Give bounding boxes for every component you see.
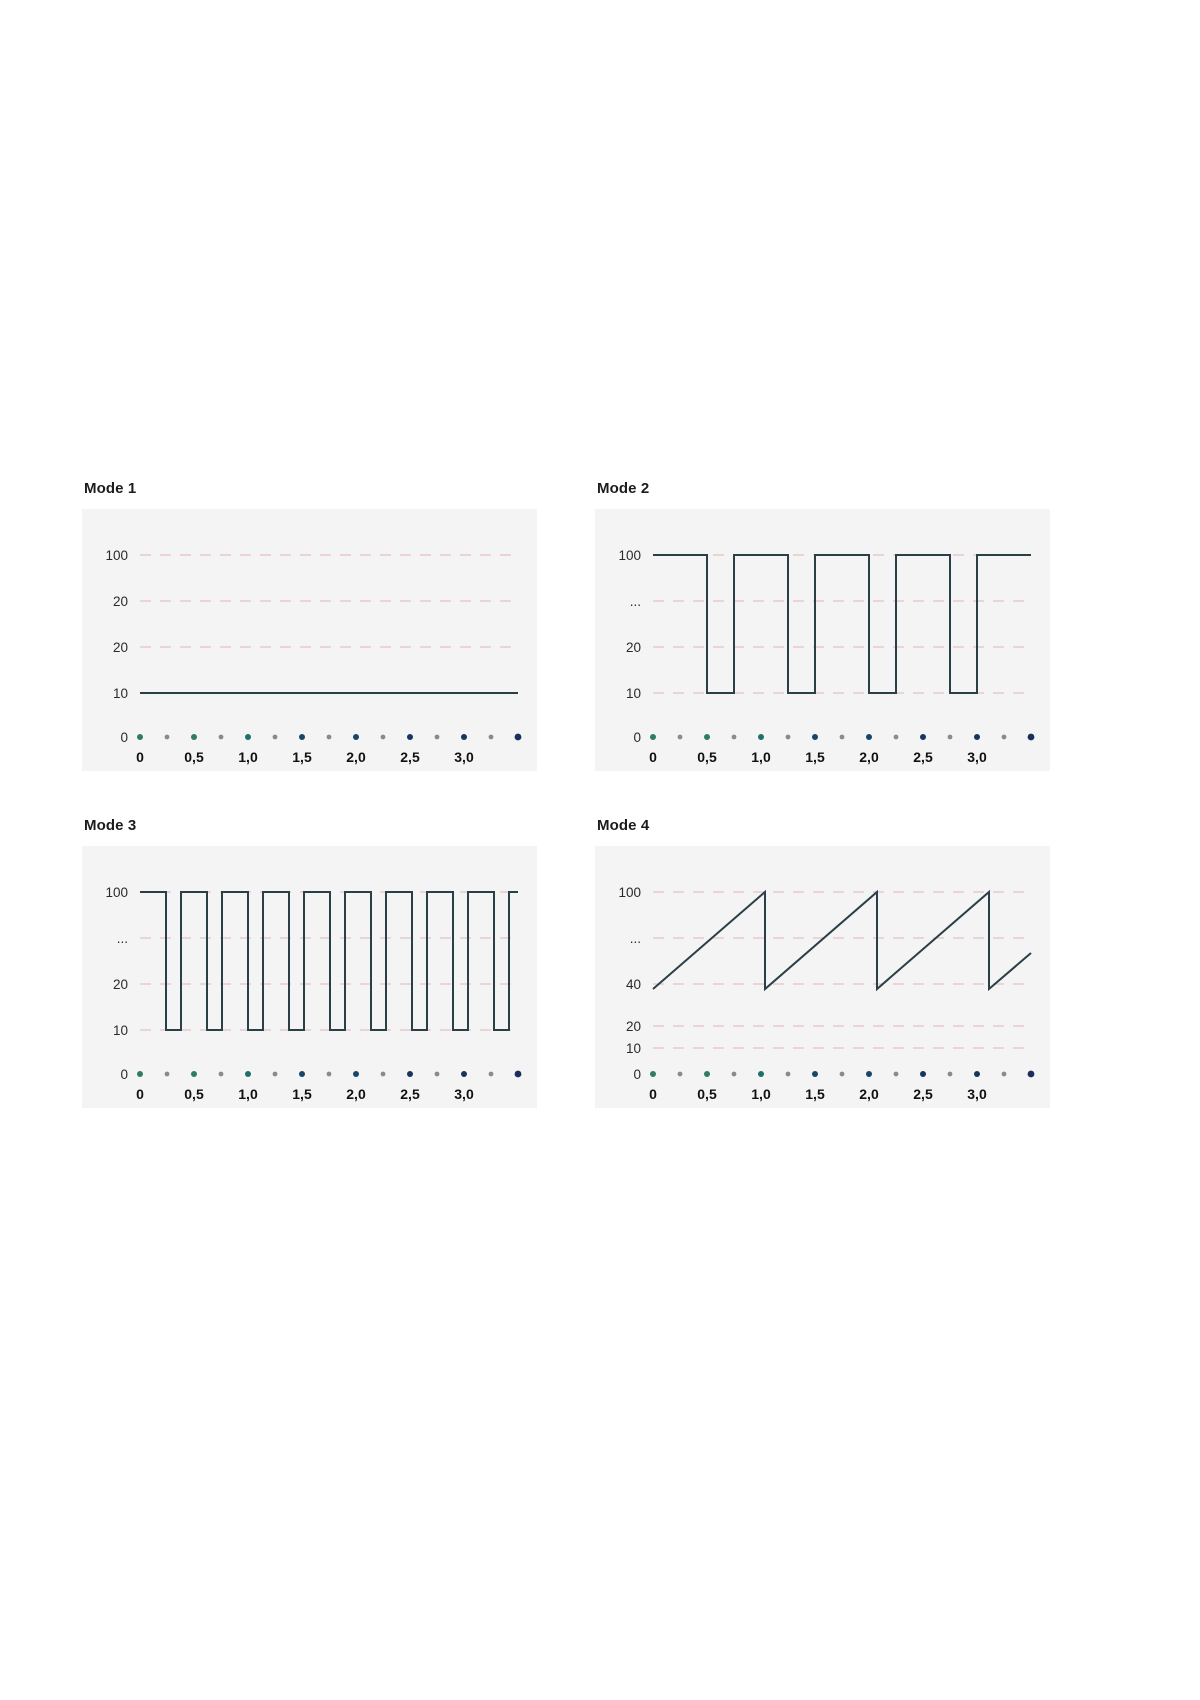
- mode-2-title: Mode 2: [597, 480, 650, 497]
- y-tick-label: 10: [625, 686, 641, 701]
- x-tick-label: 0: [649, 749, 657, 765]
- charts-grid: [82, 480, 1122, 1108]
- x-tick-label: 0,5: [184, 1086, 204, 1102]
- x-tick-label: 2,0: [859, 749, 879, 765]
- y-tick-label: 0: [120, 1067, 128, 1082]
- mode-2-chart: [595, 509, 1050, 771]
- x-tick-label: 0,5: [697, 749, 717, 765]
- y-tick-label: 0: [120, 730, 128, 745]
- y-tick-label: 10: [112, 686, 128, 701]
- y-tick-label: 0: [633, 1067, 641, 1082]
- mode-1-block: [82, 480, 537, 771]
- signal-line: [653, 892, 1031, 989]
- x-tick-label: 1,5: [292, 749, 312, 765]
- mode-3-plot: [82, 846, 537, 1108]
- x-tick-label: 2,5: [913, 1086, 933, 1102]
- y-tick-label: ...: [116, 931, 128, 946]
- y-tick-label: 20: [112, 640, 128, 655]
- y-tick-label: 20: [112, 977, 128, 992]
- y-tick-label: ...: [629, 594, 641, 609]
- y-tick-label: 40: [625, 977, 641, 992]
- mode-4-chart: [595, 846, 1050, 1108]
- mode-4-plot: [595, 846, 1050, 1108]
- x-axis-dots: [137, 734, 521, 741]
- y-tick-label: 100: [618, 885, 641, 900]
- y-tick-label: 20: [625, 640, 641, 655]
- x-tick-label: 0,5: [184, 749, 204, 765]
- x-tick-label: 2,0: [346, 1086, 366, 1102]
- x-tick-label: 3,0: [967, 1086, 987, 1102]
- x-tick-label: 2,0: [346, 749, 366, 765]
- y-axis-labels: [105, 885, 128, 1082]
- x-tick-label: 0,5: [697, 1086, 717, 1102]
- mode-2-block: [595, 480, 1050, 771]
- y-tick-label: 0: [633, 730, 641, 745]
- y-tick-label: 10: [625, 1041, 641, 1056]
- mode-3-title: Mode 3: [84, 817, 137, 834]
- mode-4-title: Mode 4: [597, 817, 650, 834]
- charts-row-bottom: [82, 817, 1122, 1108]
- x-axis-labels: [136, 749, 474, 765]
- y-tick-label: 100: [105, 885, 128, 900]
- y-tick-label: ...: [629, 931, 641, 946]
- y-tick-label: 20: [112, 594, 128, 609]
- x-tick-label: 0: [136, 1086, 144, 1102]
- mode-1-plot: [82, 509, 537, 771]
- x-tick-label: 3,0: [454, 1086, 474, 1102]
- y-axis-labels: [618, 885, 641, 1082]
- x-axis-dots: [650, 1071, 1034, 1078]
- x-tick-label: 2,5: [913, 749, 933, 765]
- mode-2-plot: [595, 509, 1050, 771]
- gridlines: [653, 892, 1033, 1048]
- mode-1-chart: [82, 509, 537, 771]
- signal-line: [653, 555, 1031, 693]
- gridlines: [140, 555, 520, 693]
- mode-3-chart: [82, 846, 537, 1108]
- mode-3-block: [82, 817, 537, 1108]
- y-tick-label: 100: [618, 548, 641, 563]
- mode-4-block: [595, 817, 1050, 1108]
- y-tick-label: 20: [625, 1019, 641, 1034]
- x-tick-label: 2,5: [400, 749, 420, 765]
- charts-row-top: [82, 480, 1122, 771]
- x-tick-label: 3,0: [967, 749, 987, 765]
- y-tick-label: 10: [112, 1023, 128, 1038]
- x-axis-labels: [649, 1086, 987, 1102]
- x-tick-label: 1,0: [238, 1086, 258, 1102]
- x-axis-labels: [649, 749, 987, 765]
- x-tick-label: 1,0: [751, 749, 771, 765]
- x-axis-labels: [136, 1086, 474, 1102]
- mode-1-title: Mode 1: [84, 480, 137, 497]
- x-tick-label: 1,5: [292, 1086, 312, 1102]
- x-tick-label: 3,0: [454, 749, 474, 765]
- x-tick-label: 1,5: [805, 1086, 825, 1102]
- x-tick-label: 2,5: [400, 1086, 420, 1102]
- y-tick-label: 100: [105, 548, 128, 563]
- signal-line: [140, 892, 518, 1030]
- y-axis-labels: [618, 548, 641, 745]
- x-tick-label: 1,0: [751, 1086, 771, 1102]
- x-tick-label: 2,0: [859, 1086, 879, 1102]
- x-axis-dots: [650, 734, 1034, 741]
- x-axis-dots: [137, 1071, 521, 1078]
- x-tick-label: 0: [649, 1086, 657, 1102]
- x-tick-label: 1,5: [805, 749, 825, 765]
- x-tick-label: 0: [136, 749, 144, 765]
- x-tick-label: 1,0: [238, 749, 258, 765]
- y-axis-labels: [105, 548, 128, 745]
